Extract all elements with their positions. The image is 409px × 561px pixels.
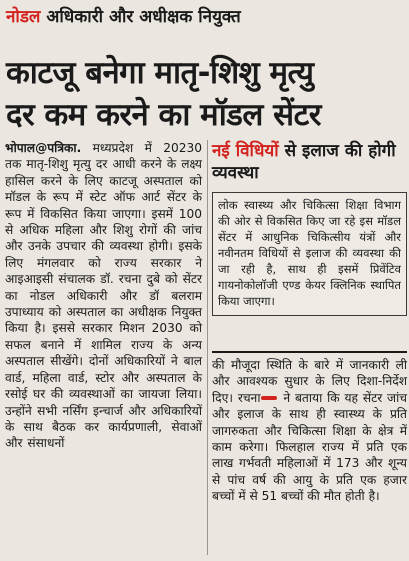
- headline-line-2: दर कम करने का मॉडल सेंटर: [6, 97, 321, 133]
- subheading-text: से इलाज की होगी व्यवस्था: [212, 141, 396, 183]
- kicker-text: अधिकारी और अधीक्षक नियुक्त: [40, 7, 241, 27]
- headline: [6, 52, 406, 136]
- red-marker: [261, 396, 277, 400]
- continuation-text-2: ने बताया कि यह सेंटर जांच और इलाज के साथ ही स्वास्थ्य के प्रति जागरुकता और चिकित्सा शिक्षा के क्षेत्र में काम करेगा। फिलहाल राज्य में प्रति एक लाख गर्भवती महिलाओं में 173 और शून्य से पांच वर्ष की आयु के प्रति एक हजार बच्चों में से 51 बच्चों की मौत होती है।: [212, 390, 407, 504]
- article-body-right: [212, 351, 407, 505]
- kicker-line: [6, 4, 241, 30]
- subheading-red: नई विधियों: [212, 141, 279, 161]
- headline-line-1: काटजू बनेगा मातृ-शिशु मृत्यु: [6, 55, 314, 91]
- dateline: भोपाल@पत्रिका.: [5, 141, 82, 155]
- article-text: मध्यप्रदेश में 20230 तक मातृ-शिशु मृत्यु दर आधी करने के लक्ष्य हासिल करने के लिए काटजू अस्पताल को मॉडल के रूप में स्टेट ऑफ आर्ट सेंटर के रूप में विकसित किया जाएगा। इसमें 100 से अधिक महिला और शिशु रोगों की जांच और उनके उपचार की व्यवस्था होगी। इसके लिए मंगलवार को राज्य सरकार ने आइआइसी संचालक डॉ. रचना दुबे को सेंटर का नोडल अधिकारी और डॉ बलराम उपाध्याय को अस्पताल का अधीक्षक नियुक्त किया है। इससे सरकार मिशन 2030 को सफल बनाने में शामिल राज्य के अन्य अस्पताल सीखेंगे। दोनों अधिकारियों ने बाल वार्ड, महिला वार्ड, स्टोर और अस्पताल के रसोई घर की व्यवस्थाओं का जायजा लिया। उन्होंने सभी नर्सिंग इन्चार्ज और अधिकारियों के साथ बैठक कर कार्यप्रणाली, सेवाओं और संसाधनों: [5, 141, 202, 451]
- continuation-text-1: की मौजूदा स्थिति के बारे में जानकारी ली और आवश्यक सुधार के लिए दिशा-निर्देश दिए। रचना: [212, 358, 407, 405]
- highlight-box-text: लोक स्वास्थ्य और चिकित्सा शिक्षा विभाग की ओर से विकसित किए जा रहे इस मॉडल सेंटर में आधुनिक चिकित्सीय यंत्रों और नवीनतम विधियों से इलाज की व्यवस्था की जा रही है, साथ ही इसमें प्रिवेंटिव गायनोकोलॉजी एण्ड केयर क्लिनिक स्थापित किया जाएगा।: [218, 198, 401, 308]
- right-column: [212, 140, 407, 316]
- highlight-box: [212, 192, 407, 316]
- column-divider: [207, 140, 208, 555]
- kicker-red: नोडल: [6, 7, 41, 27]
- subheading: [212, 140, 407, 184]
- article-body-left: [5, 140, 202, 452]
